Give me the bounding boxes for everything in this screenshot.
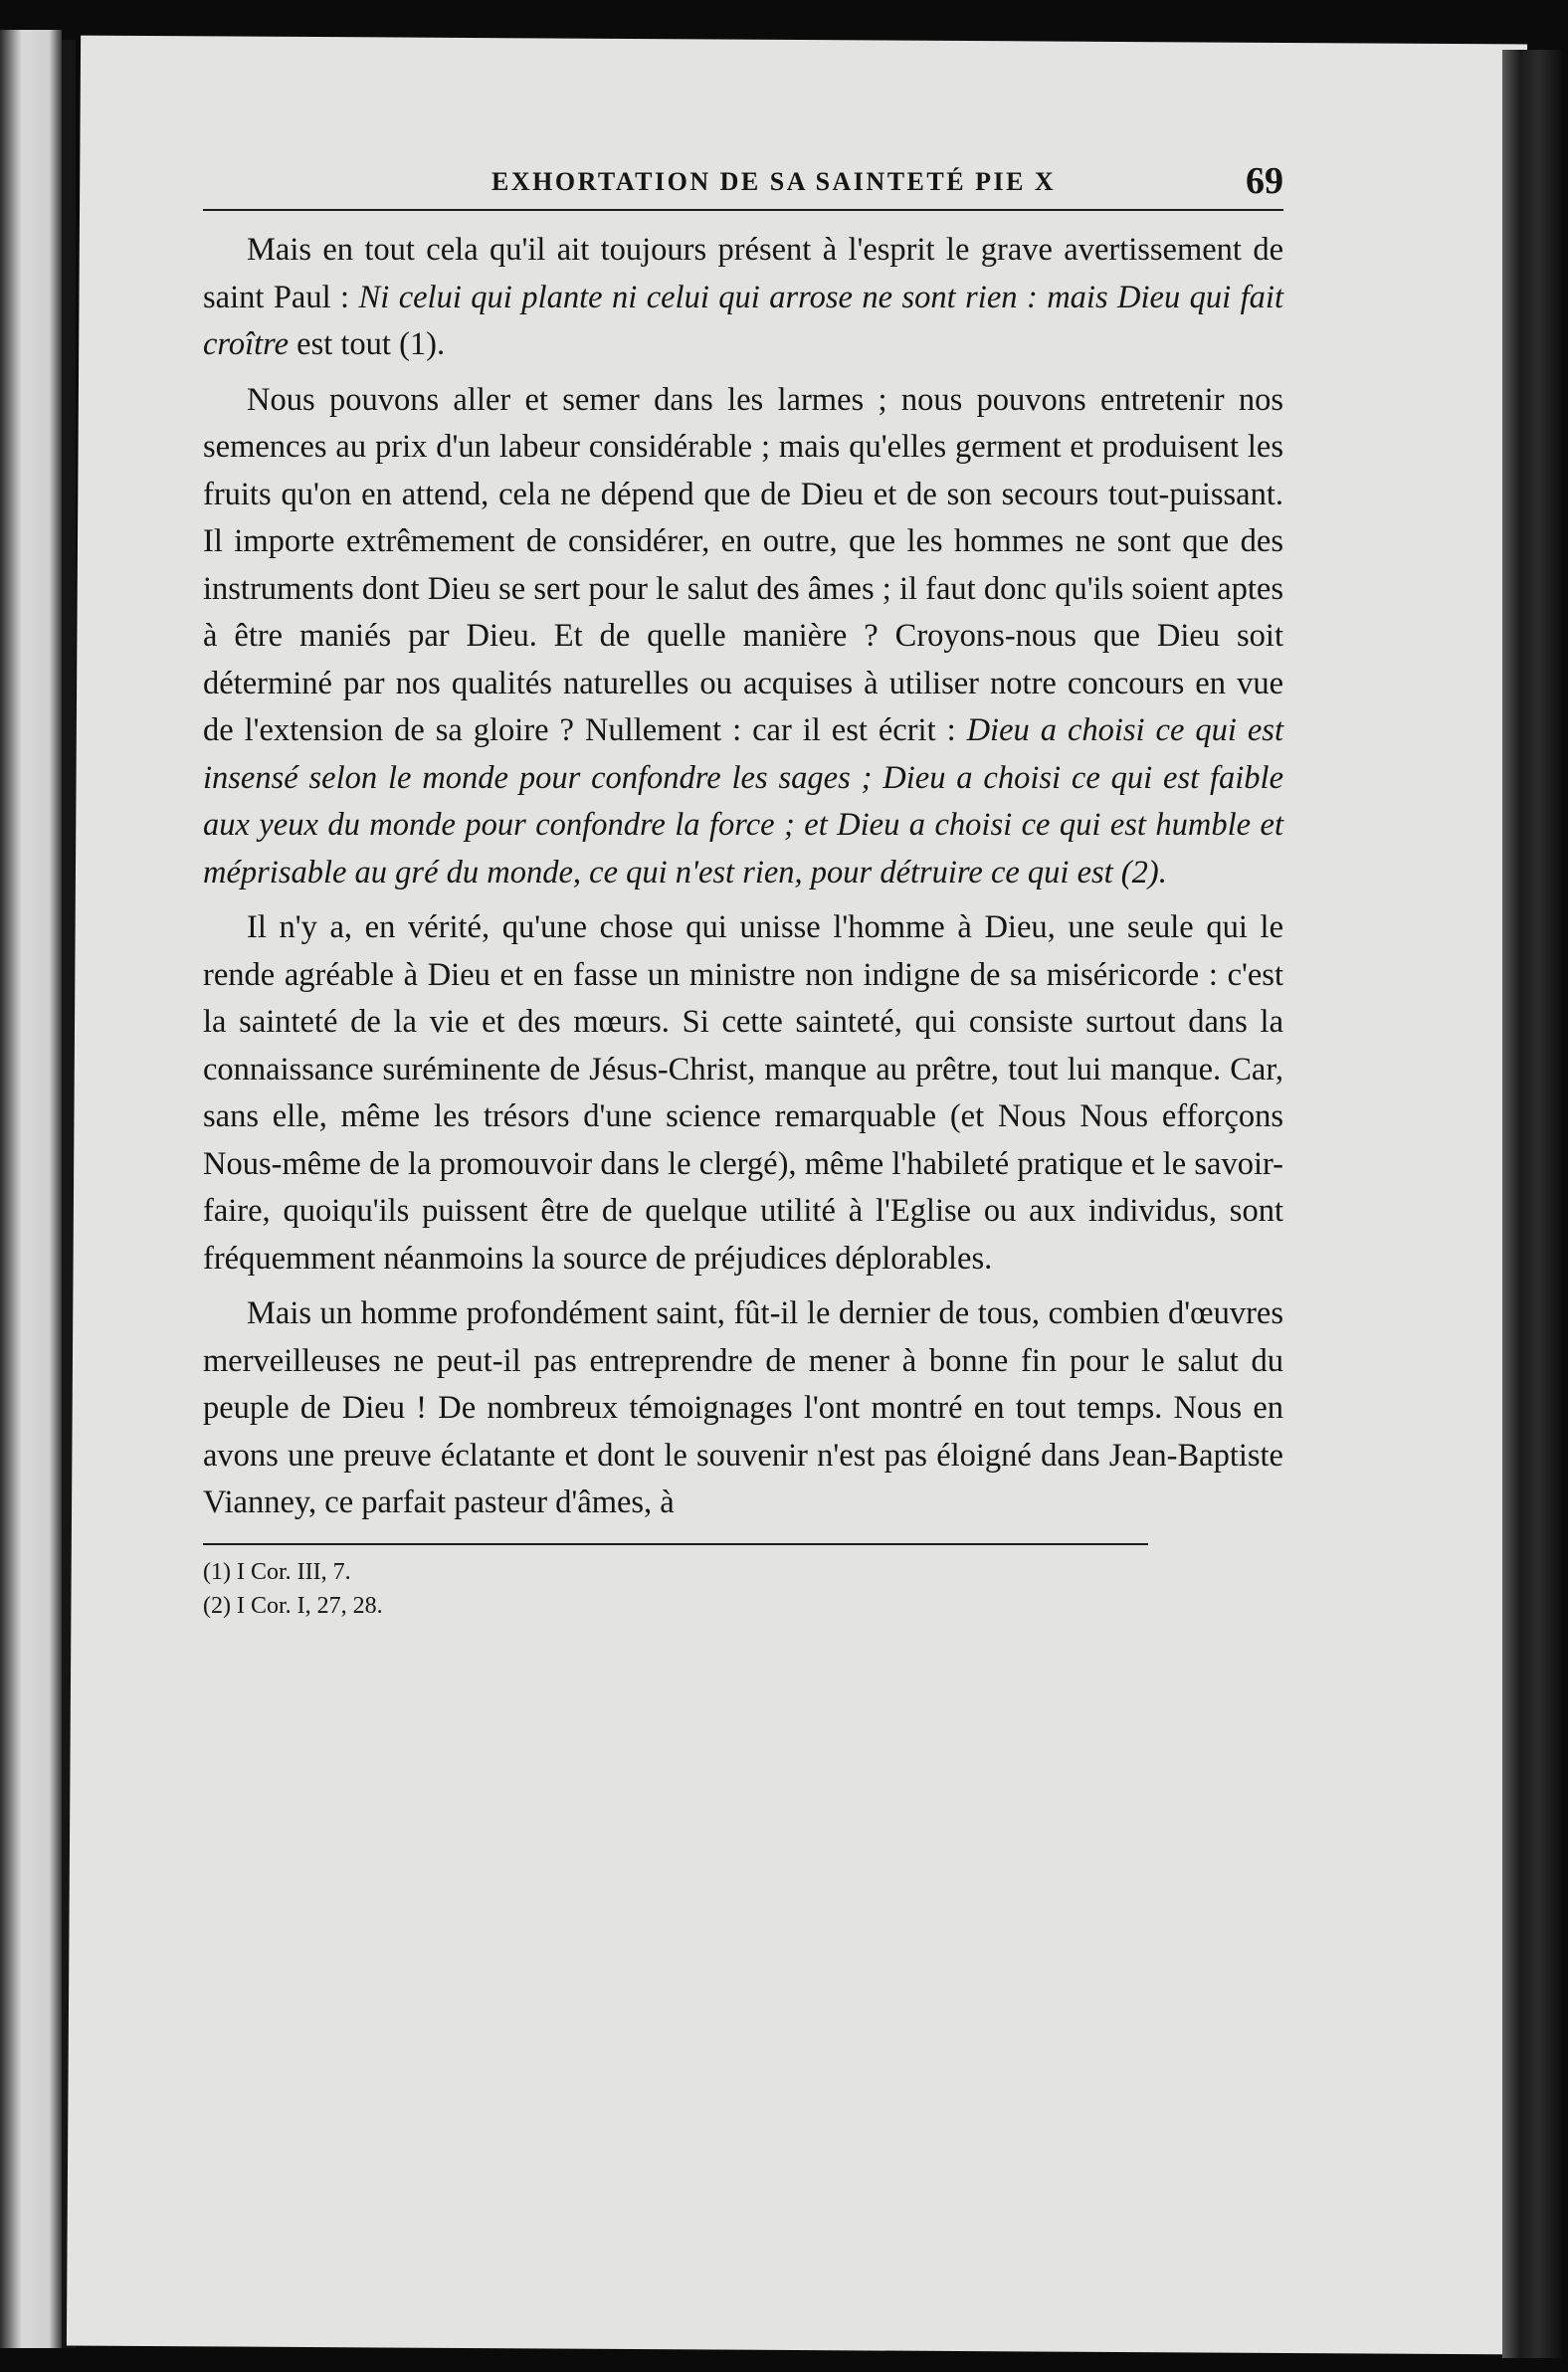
running-head [203, 149, 1283, 211]
paragraph-3 [203, 904, 1283, 1283]
paragraph-1-text: Mais en tout cela qu'il ait toujours présent à l'esprit le grave avertissement de saint Paul : [203, 232, 1283, 315]
paragraph-2-text: Nous pouvons aller et semer dans les larmes ; nous pouvons entretenir nos semences au prix d'un labeur considérable ; mais qu'elles germent et produisent les fruits qu'on en attend, cela ne dépend que de Dieu et de son secours tout-puissant. Il importe extrêmement de considérer, en outre, que les hommes ne sont que des instruments dont Dieu se sert pour le salut des âmes ; il faut donc qu'ils soient aptes à être maniés par Dieu. Et de quelle manière ? Croyons-nous que Dieu soit déterminé par nos qualités naturelles ou acquises à utiliser notre concours en vue de l'extension de sa gloire ? Nullement : car il est écrit : [203, 381, 1283, 748]
paragraph-2-quote: Dieu a choisi ce qui est insensé selon le monde pour confondre les sages ; Dieu a choisi ce qui est faible aux yeux du monde pour confondre la force ; et Dieu a choisi ce qui est humble et méprisable au gré du monde, ce qui n'est rien, pour détruire ce qui est (2). [203, 712, 1283, 890]
running-title: EXHORTATION DE SA SAINTETÉ PIE X [491, 167, 1057, 196]
paragraph-1-quote: Ni celui qui plante ni celui qui arrose ne sont rien : mais Dieu qui fait croître [203, 279, 1283, 362]
paragraph-4-text: Mais un homme profondément saint, fût-il le dernier de tous, combien d'œuvres merveilleuses ne peut-il pas entreprendre de mener à bonne fin pour le salut du peuple de Dieu ! De nombreux témoignages l'ont montré en tout temps. Nous en avons une preuve éclatante et dont le souvenir n'est pas éloigné dans Jean-Baptiste Vianney, ce parfait pasteur d'âmes, à [203, 1295, 1283, 1520]
paragraph-1 [203, 227, 1283, 369]
paragraph-3-text: Il n'y a, en vérité, qu'une chose qui unisse l'homme à Dieu, une seule qui le rende agréable à Dieu et en fasse un ministre non indigne de sa miséricorde : c'est la sainteté de la vie et des mœurs. Si cette sainteté, qui consiste surtout dans la connaissance suréminente de Jésus-Christ, manque au prêtre, tout lui manque. Car, sans elle, même les trésors d'une science remarquable (et Nous Nous efforçons Nous-même de la promouvoir dans le clergé), même l'habileté pratique et le savoir-faire, quoiqu'ils puissent être de quelque utilité à l'Eglise ou aux individus, sont fréquemment néanmoins la source de préjudices déplorables. [203, 909, 1283, 1277]
footnote-1: (1) I Cor. III, 7. [203, 1558, 351, 1585]
paragraph-2 [203, 377, 1283, 897]
footnotes [203, 1555, 1283, 1623]
body-text [203, 227, 1283, 1527]
page-content [203, 149, 1283, 1623]
page-right-edge [1502, 50, 1562, 2358]
footnote-2: (2) I Cor. I, 27, 28. [203, 1592, 383, 1619]
page-number: 69 [1246, 160, 1283, 202]
paragraph-1-end: est tout (1). [289, 326, 446, 362]
footnote-divider [203, 1543, 1148, 1545]
previous-page-edge [0, 30, 62, 2348]
paragraph-4 [203, 1290, 1283, 1527]
